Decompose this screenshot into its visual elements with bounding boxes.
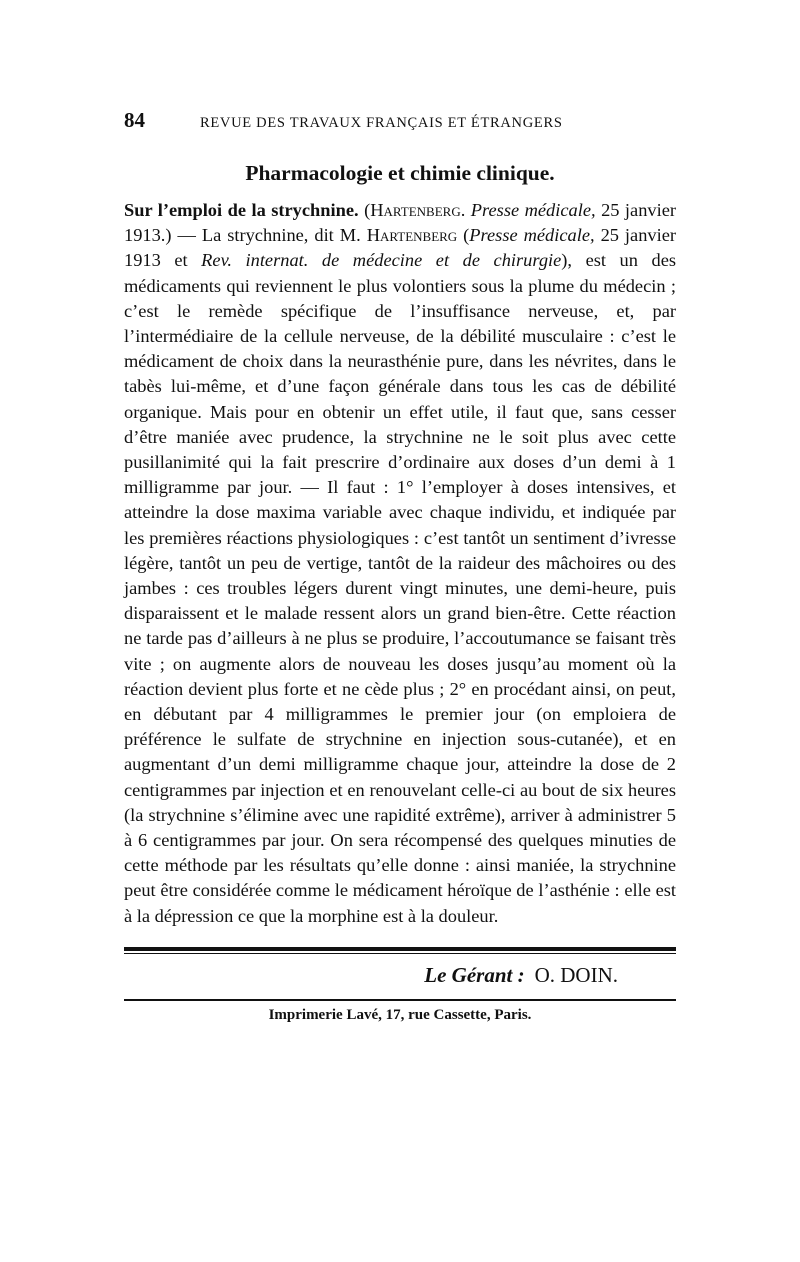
article-lead-title: Sur l’emploi de la strychnine. <box>124 200 359 220</box>
article-body: ), est un des médicaments qui reviennent le plus volontiers sous la plume du médecin ; c’est le remède spécifique de l’insuffisance nerveuse, et, par l’intermédiaire de la cellule nerveuse, de la débilité musculaire : c’est le médicament de choix dans la neurasthénie pure, dans les névrites, dans le tabès lui-même, et d’une façon générale dans tous les cas de débilité organique. Mais pour en obtenir un effet utile, il faut que, sans cesser d’être maniée avec prudence, la strychnine ne le soit plus avec cette pusillanimité qui la fait prescrire d’ordinaire aux doses d’un demi à 1 milligramme par jour. — Il faut : 1° l’employer à doses intensives, et atteindre la dose maxima variable avec chaque individu, et indiquée par les premières réactions physiologiques : c’est tantôt un sentiment d’ivresse légère, tantôt un peu de vertige, tantôt de la raideur des mâchoires ou des jambes : ces troubles légers durent vingt minutes, une demi-heure, puis disparaissent et le malade ressent alors un grand bien-être. Cette réaction ne tarde pas d’ailleurs à ne plus se produire, l’accoutumance se faisant très vite ; on augmente alors de nouveau les doses jusqu’au moment où la réaction devient plus forte et ne cède plus ; 2° en procédant ainsi, on peut, en débutant par 4 milligrammes le premier jour (on emploiera de préférence le sulfate de strychnine en injection sous-cutanée), et en augmentant d’un demi milligramme chaque jour, atteindre la dose de 2 centigrammes par injection et en renouvelant celle-ci au bout de six heures (la strychnine s’élimine avec une rapidité extrême), arriver à administrer 5 à 6 centigrammes par jour. On sera récompensé des quelques minuties de cette méthode par les résultats qu’elle donne : ainsi maniée, la strychnine peut être considérée comme le médicament héroïque de l’asthénie : elle est à la dépression ce que la morphine est à la douleur. <box>124 250 677 926</box>
article-paragraph <box>124 198 676 929</box>
page-number: 84 <box>124 108 145 132</box>
gerant-label: Le Gérant : <box>424 962 525 987</box>
journal-name: Presse médicale, <box>470 200 596 220</box>
journal-name-3: Rev. internat. de médecine et de chirurgie <box>201 250 562 271</box>
citation-date: 25 janvier 1913.) — La strychnine, dit M. <box>124 200 676 246</box>
printer-line: Imprimerie Lavé, 17, rue Cassette, Paris. <box>268 1006 532 1023</box>
rule-bottom <box>124 999 676 1001</box>
gerant-line <box>124 963 676 993</box>
running-title: REVUE DES TRAVAUX FRANÇAIS ET ÉTRANGERS <box>200 115 563 131</box>
running-head <box>124 108 676 144</box>
section-title: Pharmacologie et chimie clinique. <box>245 161 555 185</box>
citation-separator: . <box>460 200 471 220</box>
citation-open: ( <box>358 200 371 220</box>
rule-thin <box>124 953 676 955</box>
author-name-2: Hartenberg <box>366 225 458 246</box>
page <box>124 108 676 1024</box>
citation2-open: ( <box>457 225 470 246</box>
author-name: Hartenberg <box>370 200 461 220</box>
rule-thick <box>124 947 676 951</box>
gerant-name: O. DOIN. <box>534 962 618 987</box>
citation2-mid: 25 janvier 1913 et <box>124 225 676 271</box>
journal-name-2: Presse médicale, <box>469 225 595 246</box>
footer-double-rule <box>124 947 676 955</box>
